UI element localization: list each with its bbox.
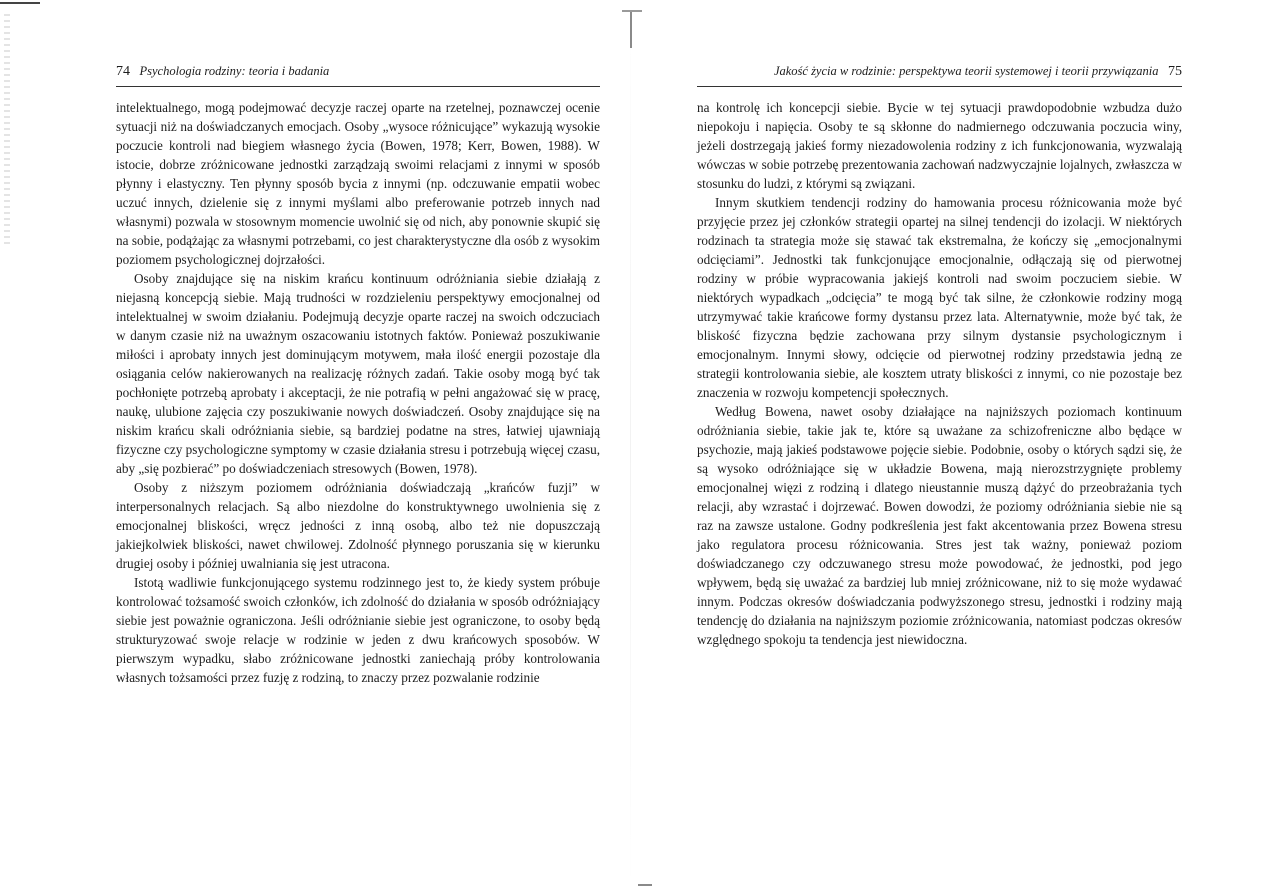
right-page-body bbox=[697, 98, 1182, 649]
paragraph: Istotą wadliwie funkcjonującego systemu rodzinnego jest to, że kiedy system próbuje kontrolować tożsamość swoich członków, ich zdolność do działania w sposób odróżniający siebie jest poważnie ograniczona. Jeśli odróżnianie siebie jest ograniczone, to osoby będą strukturyzować swoje relacje w rodzinie w jeden z dwu krańcowych sposobów. W pierwszym wypadku, słabo zróżnicowane jednostki zaniechają próby kontrolowania własnych tożsamości przez fuzję z rodziną, to znaczy przez pozwalanie rodzinie bbox=[116, 575, 600, 685]
right-page-number: 75 bbox=[1168, 64, 1182, 79]
right-running-head: Jakość życia w rodzinie: perspektywa teorii systemowej i teorii przywiązania bbox=[773, 64, 1159, 78]
paragraph: Według Bowena, nawet osoby działające na najniższych poziomach kontinuum odróżniania siebie, takie jak te, które są uważane za schizofreniczne albo będące w psychozie, mają jakieś podstawowe pojęcie siebie. Podobnie, osoby o których sądzi się, że są wysoko odróżniające się w układzie Bowena, mają nierozstrzygnięte problemy emocjonalnej więzi z rodziną i dlatego nieustannie muszą dążyć do przeobrażania tych relacji, aby wzrastać i dojrzewać. Bowen dowodzi, że poziomy odróżniania siebie nie są raz na zawsze ustalone. Godny podkreślenia jest fakt akcentowania przez Bowena stresu jako regulatora procesu różnicowania. Stres jest tak ważny, ponieważ poziom doświadczanego czy odczuwanego stresu może powodować, że jednostki, pod jego wpływem, będą się uważać za bardziej lub mniej zróżnicowane, niż to się może wydawać innym. Podczas okresów doświadczania podwyższonego stresu, jednostki i rodziny mają tendencję do działania na najniższym poziomie zróżnicowania, natomiast podczas okresów względnego spokoju ta tendencja jest niewidoczna. bbox=[697, 404, 1182, 647]
left-page-header bbox=[116, 64, 600, 87]
right-page bbox=[632, 0, 1263, 893]
right-page-header bbox=[697, 64, 1182, 87]
left-page-number: 74 bbox=[116, 64, 130, 79]
left-page-body bbox=[116, 98, 600, 687]
left-page bbox=[0, 0, 631, 893]
paragraph: na kontrolę ich koncepcji siebie. Bycie w tej sytuacji prawdopodobnie wzbudza dużo niepokoju i napięcia. Osoby te są skłonne do nadmiernego odczuwania poczucia winy, jeżeli dostrzegają jakieś formy niezadowolenia rodziny z ich funkcjonowania, wyzwalają wówczas w sobie potrzebę prezentowania zachowań nadzwyczajnie lojalnych, zwłaszcza w stosunku do ludzi, z którymi są związani. bbox=[697, 100, 1182, 191]
paragraph: intelektualnego, mogą podejmować decyzje raczej oparte na rzetelnej, poznawczej ocenie sytuacji niż na doświadczanych emocjach. Osoby „wysoce różnicujące” wykazują wysokie poczucie kontroli nad biegiem własnego życia (Bowen, 1978; Kerr, Bowen, 1988). W istocie, dobrze zróżnicowane jednostki zarządzają swoimi relacjami z innymi w sposób płynny i elastyczny. Ten płynny sposób bycia z innymi (np. odczuwanie empatii wobec uczuć innych, dzielenie się z innymi myślami albo preferowanie potrzeb innych nad własnymi) pozwala w stosownym momencie uwolnić się od nich, aby ponownie skupić się na sobie, podążając za własnymi potrzebami, co jest charakterystyczne dla osób z wysokim poziomem psychologicznej dojrzałości. bbox=[116, 100, 600, 267]
paragraph: Osoby z niższym poziomem odróżniania doświadczają „krańców fuzji” w interpersonalnych relacjach. Są albo niezdolne do konstruktywnego uwolnienia się z emocjonalnej bliskości, wręcz jedności z inną osobą, albo też nie dopuszczają jakiejkolwiek bliskości, nawet chwilowej. Zdolność płynnego poruszania się w kierunku drugiej osoby i później uwalniania się jest utracona. bbox=[116, 480, 600, 571]
left-running-head: Psychologia rodziny: teoria i badania bbox=[139, 64, 330, 78]
paragraph: Innym skutkiem tendencji rodziny do hamowania procesu różnicowania może być przyjęcie przez jej członków strategii opartej na silnej tendencji do izolacji. W niektórych rodzinach ta strategia może się stawać tak ekstremalna, że kończy się „emocjonalnymi odcięciami”. Jednostki tak funkcjonujące emocjonalnie, odłączają się od pierwotnej rodziny w próbie wypracowania jakiejś kontroli nad swoim poczuciem siebie. W niektórych wypadkach „odcięcia” te mogą być tak silne, że członkowie rodziny mogą utrzymywać takie krańcowe formy dystansu przez lata. Alternatywnie, może być tak, że bliskość fizyczna będzie zachowana przy silnym dystansie psychologicznym i emocjonalnym. Innymi słowy, odcięcie od pierwotnej rodziny przedstawia jedną ze strategii kontrolowania siebie, ale kosztem utraty bliskości z innymi, co nie pozostaje bez znaczenia w rozwoju kompetencji społecznych. bbox=[697, 195, 1182, 400]
paragraph: Osoby znajdujące się na niskim krańcu kontinuum odróżniania siebie działają z niejasną koncepcją siebie. Mają trudności w rozdzieleniu perspektywy emocjonalnej od intelektualnej w swoim działaniu. Podejmują decyzje oparte raczej na swoich odczuciach w danym czasie niż na uważnym oszacowaniu istotnych faktów. Ponieważ poszukiwanie miłości i aprobaty innych jest dominującym motywem, mała ilość energii pozostaje dla osiągania celów nakierowanych na realizację różnych zadań. Takie osoby mogą być tak pochłonięte potrzebą aprobaty i akceptacji, że nie potrafią w pełni angażować się w pracę, naukę, ulubione zajęcia czy poszukiwanie nowych doświadczeń. Osoby znajdujące się na niskim krańcu skali odróżniania siebie, są bardziej podatne na stres, łatwiej ujawniają fizyczne czy psychologiczne symptomy w czasie działania stresu i potrzebują więcej czasu, aby „się pozbierać” po doświadczeniach stresowych (Bowen, 1978). bbox=[116, 271, 600, 476]
